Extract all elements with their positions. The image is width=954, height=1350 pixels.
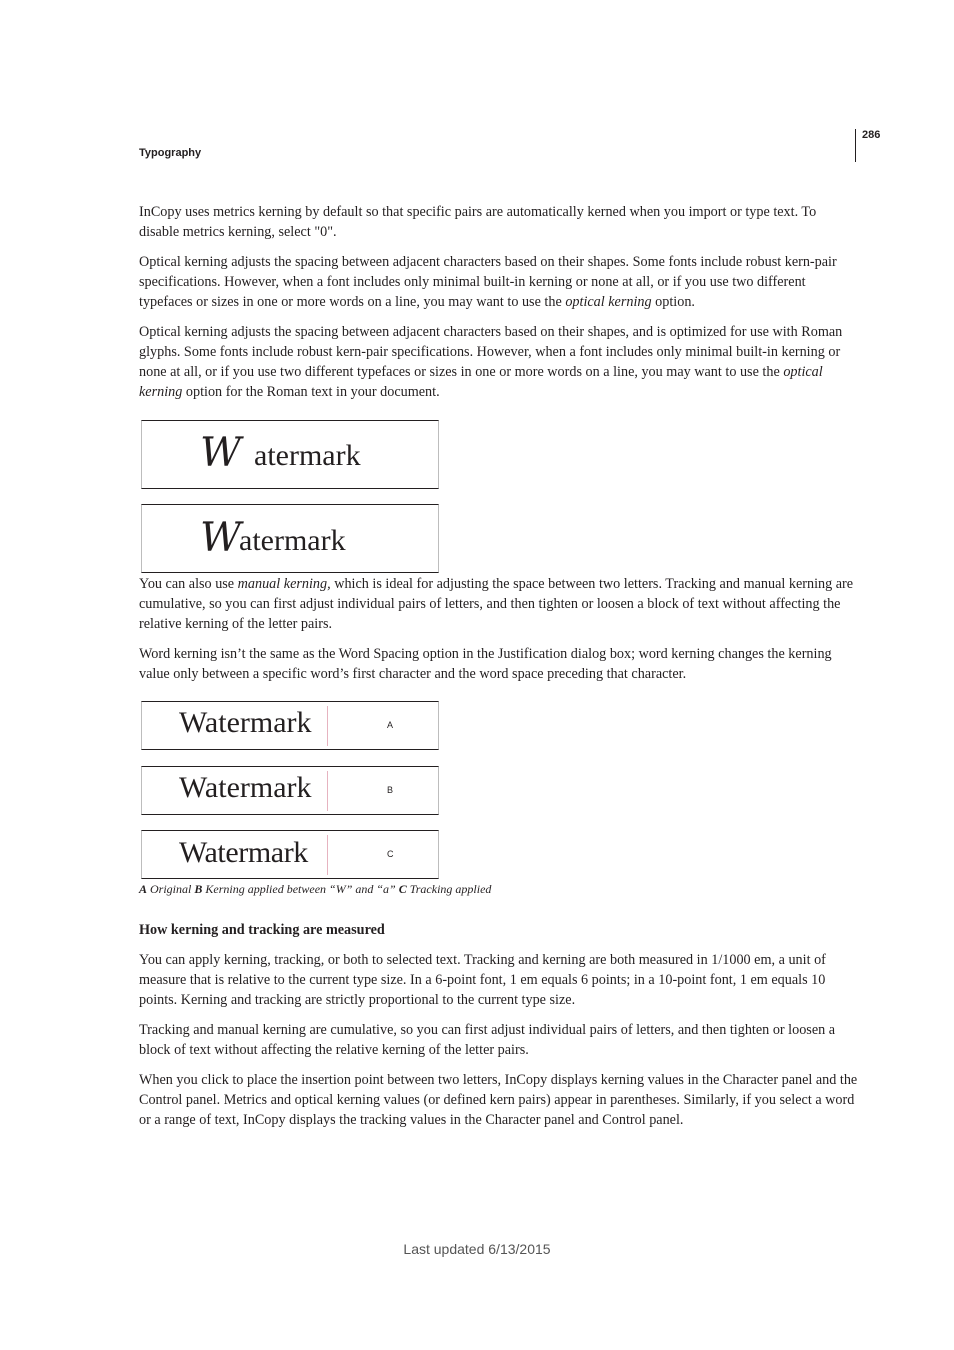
section-subheading: How kerning and tracking are measured (139, 922, 385, 938)
caption-key-c: C (398, 882, 407, 896)
paragraph-optical-kerning-roman (139, 322, 859, 402)
caption-key-a: A (139, 882, 148, 896)
script-letter: W (200, 430, 242, 476)
figure-b-kerned (141, 766, 439, 815)
paragraph-optical-kerning (139, 252, 859, 312)
paragraph-text: option for the Roman text in your document. (182, 384, 440, 400)
emphasis-text: optical kerning (139, 364, 823, 400)
page-number: 286 (862, 129, 881, 141)
emphasis-text: optical kerning (565, 294, 652, 310)
paragraph-manual-kerning (139, 574, 859, 634)
script-letter: W (200, 515, 242, 561)
caption-key-b: B (194, 882, 203, 896)
insertion-cursor (327, 771, 328, 811)
figure-word-rest: atermark (254, 439, 361, 472)
caption-text-c: Tracking applied (406, 882, 492, 896)
figure-word: Watermark (179, 706, 312, 739)
paragraph-cumulative: Tracking and manual kerning are cumulative, so you can first adjust individual pairs of letters, and then tighten or loosen a block of text without affecting the relative kerning of the letter pairs. (139, 1022, 836, 1058)
figure-word: Watermark (179, 836, 308, 869)
figure-word: Watermark (179, 771, 312, 804)
paragraph-word-kerning: Word kerning isn’t the same as the Word Spacing option in the Justification dialog box; word kerning changes the kerning value only between a specific word’s first character and the word space preceding that character. (139, 646, 832, 682)
paragraph-text: Optical kerning adjusts the spacing between adjacent characters based on their shapes. Some fonts include robust kern-pair specifications. However, when a font includes only minimal built-in kerning or none at all, or if you use two different typefaces or sizes in one or more words on a line, you may want to use the (139, 254, 837, 310)
paragraph-text: You can also use (139, 576, 238, 592)
figure-label-c: C (387, 849, 394, 859)
caption-text-b: Kerning applied between “W” and “a” (202, 882, 399, 896)
figure-after-optical-kerning (141, 504, 439, 573)
figure-word-rest: atermark (239, 524, 346, 557)
paragraph-text: Optical kerning adjusts the spacing between adjacent characters based on their shapes, and is optimized for use with Roman glyphs. Some fonts include robust kern-pair specifications. However, when a font includes only minimal built-in kerning or none at all, or if you use two different typefaces or sizes in one or more words on a line, you may want to use the (139, 324, 843, 380)
paragraph-insertion-point: When you click to place the insertion point between two letters, InCopy displays kerning values in the Character panel and the Control panel. Metrics and optical kerning values (or defined kern pairs) appear in parentheses. Similarly, if you select a word or a range of text, InCopy displays the tracking values in the Character panel and Control panel. (139, 1072, 858, 1128)
figure-label-a: A (387, 720, 394, 730)
footer-last-updated: Last updated 6/13/2015 (403, 1241, 551, 1257)
figure-caption (139, 882, 491, 897)
figure-a-original (141, 701, 439, 750)
figure-c-tracked (141, 830, 439, 879)
header-divider (855, 129, 856, 162)
paragraph-metrics-kerning: InCopy uses metrics kerning by default so that specific pairs are automatically kerned when you import or type text. To disable metrics kerning, select "0". (139, 204, 817, 240)
figure-label-b: B (387, 785, 394, 795)
figure-before-optical-kerning (141, 420, 439, 489)
emphasis-text: manual kerning, (237, 576, 331, 592)
running-header-title: Typography (139, 147, 202, 159)
caption-text-a: Original (147, 882, 195, 896)
insertion-cursor (327, 835, 328, 875)
insertion-cursor (327, 706, 328, 746)
paragraph-text: which is ideal for adjusting the space between two letters. Tracking and manual kerning are cumulative, so you can first adjust individual pairs of letters, and then tighten or loosen a block of text without affecting the relative kerning of the letter pairs. (139, 576, 854, 632)
paragraph-text: option. (651, 294, 695, 310)
paragraph-measurement: You can apply kerning, tracking, or both to selected text. Tracking and kerning are both measured in 1/1000 em, a unit of measure that is relative to the current type size. In a 6-point font, 1 em equals 6 points; in a 10-point font, 1 em equals 10 points. Kerning and tracking are strictly proportional to the current type size. (139, 952, 826, 1008)
